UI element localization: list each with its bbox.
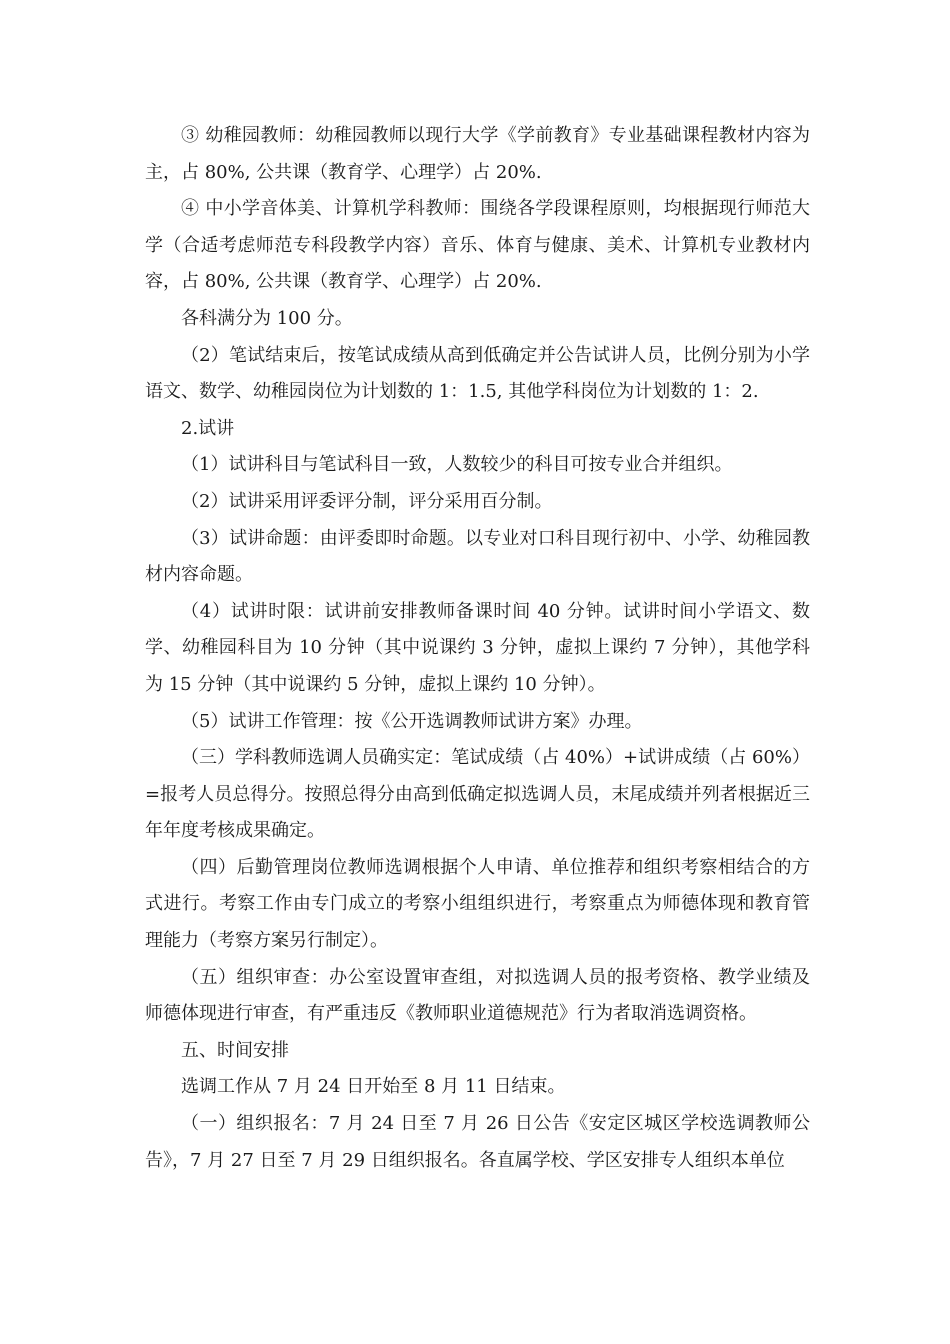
paragraph-selection-determination: （三）学科教师选调人员确实定：笔试成绩（占 40%）+试讲成绩（占 60%）=报考人员总得分。按照总得分由高到低确定拟选调人员，末尾成绩并列者根据近三年年度考核成果确定。 bbox=[145, 747, 810, 842]
document-body bbox=[145, 118, 810, 1179]
paragraph-trial-time-limit: （4）试讲时限：试讲前安排教师备课时间 40 分钟。试讲时间小学语文、数学、幼稚园科目为 10 分钟（其中说课约 3 分钟，虚拟上课约 7 分钟），其他学科为 15 分钟（其中说课约 5 分钟，虚拟上课约 10 分钟）。 bbox=[145, 600, 810, 695]
paragraph-arts-computer-teacher: ④ 中小学音体美、计算机学科教师：围绕各学段课程原则，均根据现行师范大学（合适考虑师范专科段教学内容）音乐、体育与健康、美术、计算机专业教材内容，占 80%, 公共课（教育学、心理学）占 20%. bbox=[145, 198, 810, 293]
paragraph-registration: （一）组织报名：7 月 24 日至 7 月 26 日公告《安定区城区学校选调教师公告》，7 月 27 日至 7 月 29 日组织报名。各直属学校、学区安排专人组织本单位 bbox=[145, 1113, 810, 1171]
paragraph-trial-management: （5）试讲工作管理：按《公开选调教师试讲方案》办理。 bbox=[181, 710, 643, 732]
paragraph-trial-topics: （3）试讲命题：由评委即时命题。以专业对口科目现行初中、小学、幼稚园教材内容命题。 bbox=[145, 527, 810, 586]
paragraph-kindergarten-teacher: ③ 幼稚园教师：幼稚园教师以现行大学《学前教育》专业基础课程教材内容为主，占 80%, 公共课（教育学、心理学）占 20%. bbox=[145, 125, 810, 183]
paragraph-organization-review: （五）组织审查：办公室设置审查组，对拟选调人员的报考资格、教学业绩及师德体现进行审查，有严重违反《教师职业道德规范》行为者取消选调资格。 bbox=[145, 966, 810, 1025]
heading-trial-lecture: 2.试讲 bbox=[181, 417, 235, 439]
paragraph-logistics-selection: （四）后勤管理岗位教师选调根据个人申请、单位推荐和组织考察相结合的方式进行。考察工作由专门成立的考察小组组织进行，考察重点为师德体现和教育管理能力（考察方案另行制定）。 bbox=[145, 856, 810, 952]
paragraph-full-score: 各科满分为 100 分。 bbox=[181, 307, 353, 329]
paragraph-trial-scoring: （2）试讲采用评委评分制，评分采用百分制。 bbox=[181, 490, 553, 512]
paragraph-trial-subjects: （1）试讲科目与笔试科目一致，人数较少的科目可按专业合并组织。 bbox=[181, 454, 733, 476]
heading-schedule: 五、时间安排 bbox=[181, 1039, 289, 1061]
paragraph-schedule-range: 选调工作从 7 月 24 日开始至 8 月 11 日结束。 bbox=[181, 1076, 566, 1098]
paragraph-written-exam-result: （2）笔试结束后，按笔试成绩从高到低确定并公告试讲人员，比例分别为小学语文、数学、幼稚园岗位为计划数的 1：1.5, 其他学科岗位为计划数的 1：2. bbox=[145, 344, 810, 403]
